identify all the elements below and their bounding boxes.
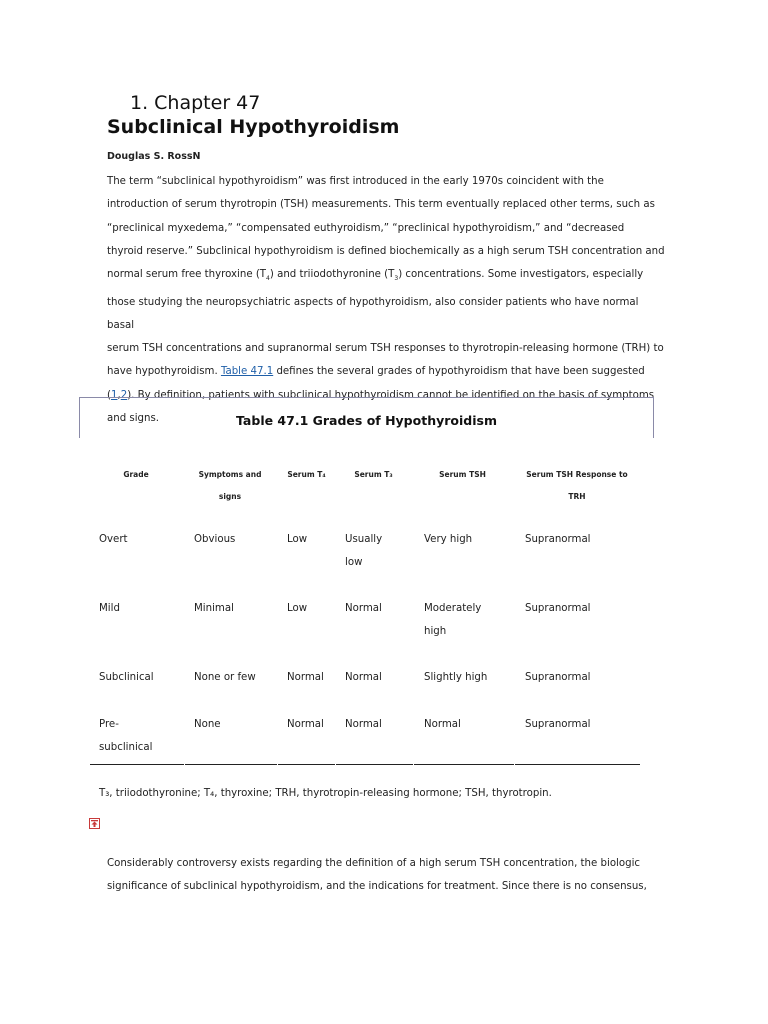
intro-line: serum TSH concentrations and supranormal serum TSH responses to thyrotropin-releasing hormone (TRH) to (107, 343, 664, 355)
reference-link-1[interactable]: 1 (110, 389, 118, 401)
table-cell-t4: Normal (287, 672, 324, 683)
table-cell-grade: Subclinical (99, 672, 154, 683)
intro-text: ) and triiodothyronine (T (269, 269, 395, 281)
table-cell-trh: Supranormal (525, 672, 591, 683)
intro-text: ( (107, 389, 111, 401)
back-to-top-icon[interactable] (89, 818, 100, 829)
table-bottom-rule (185, 764, 277, 765)
table-header-trh-response (516, 464, 638, 508)
table-cell-symptoms: Minimal (194, 603, 234, 614)
intro-line: those studying the neuropsychiatric aspects of hypothyroidism, also consider patients who have normal basal (107, 296, 639, 331)
table-bottom-rule (336, 764, 413, 765)
table-cell-grade (99, 713, 152, 759)
intro-text: ) concentrations. Some investigators, especially (398, 269, 644, 281)
subscript: 4 (266, 275, 270, 283)
intro-text: have hypothyroidism. (107, 366, 221, 378)
table-header-symptoms (190, 464, 270, 508)
table-header-t4: Serum T₄ (287, 470, 326, 479)
intro-line: and signs. (107, 413, 160, 424)
intro-text: defines the several grades of hypothyroidism that have been suggested (273, 366, 645, 378)
intro-line: “preclinical myxedema,” “compensated euthyroidism,” “preclinical hypothyroidism,” and “decreased (107, 222, 625, 234)
table-cell-tsh: Very high (424, 534, 473, 545)
table-cell-t3: Normal (345, 672, 382, 683)
header-line: signs (218, 492, 242, 501)
table-cell-t3: Normal (345, 603, 382, 614)
table-title: Table 47.1 Grades of Hypothyroidism (236, 413, 497, 428)
header-line: TRH (568, 492, 586, 501)
table-cell-symptoms: None (194, 719, 221, 730)
table-bottom-rule (278, 764, 335, 765)
reference-link-2[interactable]: 2 (120, 389, 128, 401)
intro-line (107, 263, 667, 290)
table-cell-grade: Mild (99, 603, 120, 614)
cell-line: Usually (345, 534, 383, 545)
page-title: Subclinical Hypothyroidism (107, 116, 400, 138)
header-line: Symptoms and (198, 470, 262, 479)
body-line: significance of subclinical hypothyroidism, and the indications for treatment. Since there is no consensus, (107, 881, 647, 893)
table-header-grade: Grade (123, 470, 149, 479)
table-cell-t4: Normal (287, 719, 324, 730)
cell-line: low (345, 557, 363, 568)
table-cell-symptoms: None or few (194, 672, 256, 683)
table-cell-t3 (345, 528, 382, 574)
intro-line: introduction of serum thyrotropin (TSH) measurements. This term eventually replaced other terms, such as (107, 199, 655, 211)
table-footnote: T₃, triiodothyronine; T₄, thyroxine; TRH, thyrotropin-releasing hormone; TSH, thyrotropin. (99, 788, 552, 799)
table-bottom-rule (515, 764, 640, 765)
cell-line: high (424, 626, 447, 637)
table-cell-t3: Normal (345, 719, 382, 730)
table-header-t3: Serum T₃ (354, 470, 393, 479)
subscript: 3 (394, 275, 399, 283)
table-cell-t4: Low (287, 603, 308, 614)
table-link[interactable]: Table 47.1 (220, 366, 274, 378)
cell-line: Pre- (99, 719, 119, 730)
table-cell-tsh: Slightly high (424, 672, 488, 683)
table-bottom-rule (90, 764, 184, 765)
table-cell-trh: Supranormal (525, 719, 591, 730)
table-header-tsh: Serum TSH (439, 470, 486, 479)
author-name: Douglas S. RossN (107, 151, 201, 162)
chapter-heading: 1. Chapter 47 (130, 92, 261, 114)
table-bottom-rule (414, 764, 514, 765)
intro-text: , (117, 389, 121, 401)
table-cell-tsh: Normal (424, 719, 461, 730)
intro-line: The term “subclinical hypothyroidism” was first introduced in the early 1970s coincident with the (107, 176, 604, 187)
table-cell-trh: Supranormal (525, 603, 591, 614)
intro-text: normal serum free thyroxine (T (107, 269, 267, 281)
body-line: Considerably controversy exists regarding the definition of a high serum TSH concentration, the biologic (107, 858, 641, 869)
cell-line: subclinical (99, 742, 153, 753)
table-cell-trh: Supranormal (525, 534, 591, 545)
table-cell-symptoms: Obvious (194, 534, 236, 545)
intro-paragraph (107, 170, 667, 430)
table-cell-tsh (424, 597, 481, 643)
cell-line: Moderately (424, 603, 482, 614)
intro-line (107, 360, 667, 383)
intro-line: thyroid reserve.” Subclinical hypothyroidism is defined biochemically as a high serum TSH concentration and (107, 245, 665, 257)
body-paragraph (107, 852, 667, 899)
table-cell-t4: Low (287, 534, 308, 545)
table-cell-grade: Overt (99, 534, 128, 545)
header-line: Serum TSH Response to (526, 470, 628, 479)
intro-text: ). By definition, patients with subclinical hypothyroidism cannot be identified on the basis of symptoms (127, 389, 655, 401)
